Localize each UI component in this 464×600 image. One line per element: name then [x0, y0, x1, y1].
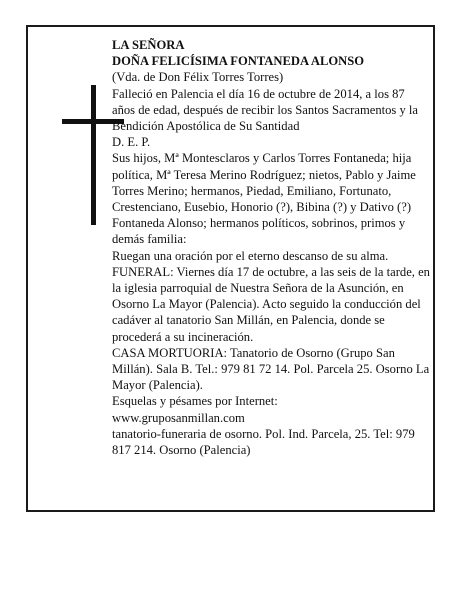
- funeral-details: FUNERAL: Viernes día 17 de octubre, a las seis de la tarde, en la iglesia parroquial de Nuestra Señora de la Asunción, en Osorno La Mayor (Palencia). Acto seguido la conducción del cadáver al tanatorio San Millán, en Palencia, donde se procederá a su incineración.: [112, 264, 430, 344]
- prayer-request: Ruegan una oración por el eterno descanso de su alma.: [112, 248, 389, 263]
- family-list: Sus hijos, Mª Montesclaros y Carlos Torres Fontaneda; hija política, Mª Teresa Merino Rodríguez; nietos, Pablo y Jaime Torres Merino; hermanos, Piedad, Emiliano, Fortunato, Crestenciano, Eusebio, Honorio (?), Bibina (?) y Dativo (?) Fontaneda Alonso; hermanos políticos, sobrinos, primos y demás familia:: [112, 151, 416, 247]
- website-link[interactable]: www.gruposanmillan.com: [112, 410, 245, 425]
- death-notice: Falleció en Palencia el día 16 de octubre de 2014, a los 87 años de edad, después de recibir los Santos Sacramentos y la Bendición Apostólica de Su Santidad: [112, 86, 419, 134]
- esquelas-line: Esquelas y pésames por Internet:: [112, 394, 278, 409]
- deceased-name: DOÑA FELICÍSIMA FONTANEDA ALONSO: [112, 54, 365, 69]
- cross-vertical-bar: [91, 85, 96, 225]
- obituary-title: LA SEÑORA: [112, 38, 185, 52]
- tanatorio-details: tanatorio-funeraria de osorno. Pol. Ind. Parcela, 25. Tel: 979 817 214. Osorno (Palencia): [112, 426, 415, 458]
- obituary-text: [112, 37, 430, 458]
- rip-line: D. E. P.: [112, 135, 151, 150]
- casa-mortuoria-details: CASA MORTUORIA: Tanatorio de Osorno (Grupo San Millán). Sala B. Tel.: 979 81 72 14. Pol. Parcela 25. Osorno La Mayor (Palencia).: [112, 345, 430, 393]
- widow-line: (Vda. de Don Félix Torres Torres): [112, 70, 284, 85]
